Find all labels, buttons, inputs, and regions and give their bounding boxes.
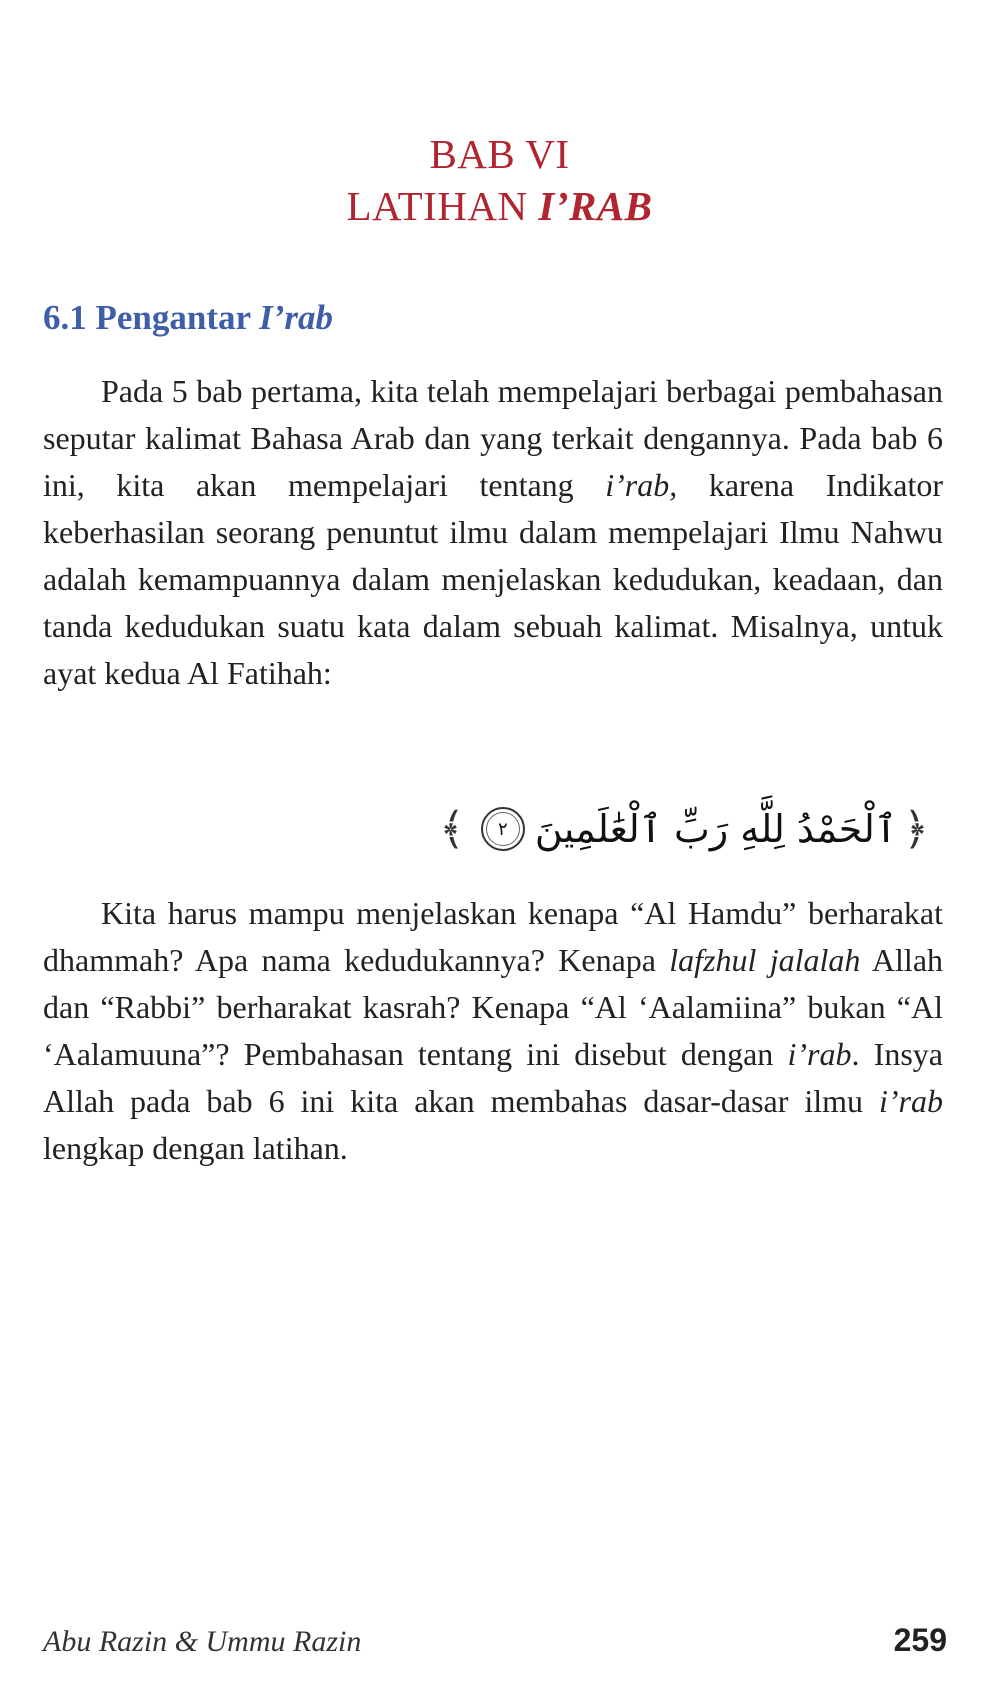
quran-verse	[420, 793, 948, 865]
ornate-open-bracket: ﴿	[903, 803, 929, 855]
footer-author: Abu Razin & Ummu Razin	[43, 1625, 362, 1658]
intro-paragraph-part2: karena Indikator keberhasilan seorang penuntut ilmu dalam mempelajari Ilmu Nahwu adalah kemampuannya dalam menjelaskan kedudukan, keadaan, dan tanda kedudukan suatu kata dalam sebuah kalimat. Misalnya, untuk ayat kedua Al Fatihah:	[43, 467, 943, 691]
section-heading	[43, 296, 333, 340]
verse-number-marker	[481, 807, 525, 851]
chapter-title-prefix: LATIHAN	[346, 183, 539, 229]
intro-paragraph-italic1: i’rab,	[605, 467, 678, 503]
ornate-close-bracket: ﴾	[439, 803, 465, 855]
section-heading-label: 6.1 Pengantar	[43, 298, 260, 337]
explanation-italic3: i’rab	[879, 1083, 943, 1119]
quran-verse-text: ٱلْحَمْدُ لِلَّهِ رَبِّ ٱلْعَٰلَمِينَ	[534, 807, 898, 851]
chapter-title-italic: I’RAB	[538, 183, 653, 229]
verse-number: ٢	[498, 818, 508, 840]
explanation-italic2: i’rab	[787, 1036, 852, 1072]
chapter-title	[0, 180, 999, 232]
explanation-part4: lengkap dengan latihan.	[43, 1130, 348, 1166]
explanation-part1: Kita harus mampu menjelaskan kenapa “Al Hamdu” berharakat dhammah? Apa nama kedudukannya? Kenapa	[43, 895, 943, 978]
intro-paragraph-part1: Pada 5 bab pertama, kita telah mempelajari berbagai pembahasan seputar kalimat Bahasa Arab dan yang terkait dengannya. Pada bab 6 ini, kita akan mempelajari tentang	[43, 373, 943, 503]
chapter-number: BAB VI	[429, 131, 570, 177]
page-number: 259	[893, 1622, 947, 1658]
section-heading-italic: I’rab	[259, 298, 334, 337]
explanation-part2: Allah dan “Rabbi” berharakat kasrah? Kenapa “Al ‘Aalamiina” bukan “Al ‘Aalamuuna”? Pembahasan tentang ini disebut dengan	[43, 942, 944, 1072]
explanation-italic1: lafzhul jalalah	[669, 942, 861, 978]
explanation-part3: . Insya Allah pada bab 6 ini kita akan membahas dasar-dasar ilmu	[43, 1036, 944, 1119]
intro-paragraph	[43, 368, 943, 697]
chapter-heading	[0, 128, 999, 232]
explanation-paragraph	[43, 890, 943, 1172]
